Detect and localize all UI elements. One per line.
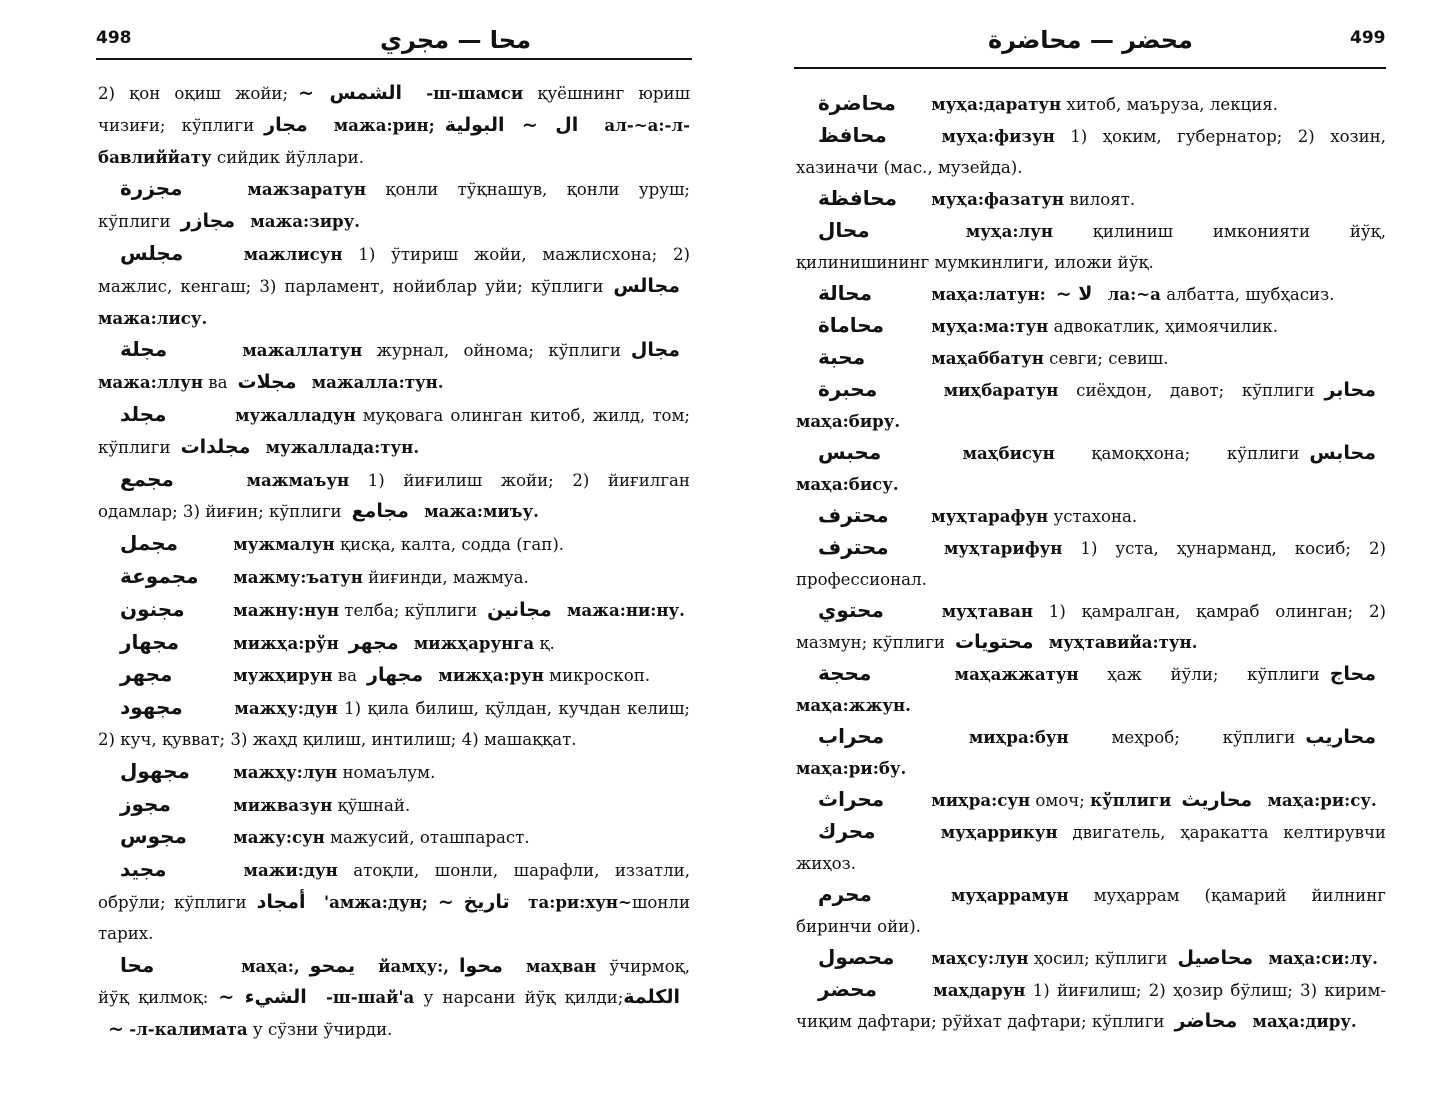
arabic-form: مجهار (367, 664, 424, 687)
transliteration: мажа:лису. (98, 307, 208, 328)
definition-text: микроскоп. (543, 666, 651, 686)
definition-text: у сўзни ўчирди. (247, 1020, 393, 1040)
page-number: 499 (1350, 28, 1386, 48)
entry-headword: مجيد (120, 857, 167, 882)
definition-text: сиёҳдон, давот; кўплиги (1058, 381, 1315, 400)
definition-text: ва (332, 666, 358, 686)
entry-headword: محاضرة (818, 91, 896, 115)
dictionary-entry (98, 528, 690, 561)
transliteration: маҳа:, (241, 955, 300, 976)
arabic-form: ال ~ البولية (444, 113, 579, 136)
arabic-form: مجلات (237, 371, 297, 394)
definition-text: 1) қила билиш, қўлдан, кучдан келиш; 2) куч, қувват; 3) жаҳд қилиш, интилиш; 4) машаққат. (98, 699, 690, 749)
definition-text: муҳаррам (қамарий йилнинг биринчи ойи). (796, 886, 1386, 936)
arabic-form: مجلدات (180, 435, 251, 458)
definition-text: телба; кўплиги (339, 600, 478, 620)
definition-text: адвокатлик, ҳимоячилик. (1048, 317, 1279, 336)
entry-headword: مجوز (120, 791, 171, 816)
entry-headword: محرك (818, 819, 876, 843)
definition-text: номаълум. (337, 762, 436, 782)
definition-text: ўчирмоқ, йўқ қилмоқ: (98, 956, 691, 1008)
transliteration: муҳа:даратун (931, 94, 1062, 114)
transliteration: маҳаббатун (931, 348, 1044, 368)
definition-text: журнал, ойнома; кўплиги (362, 341, 621, 361)
dictionary-entry (98, 464, 690, 529)
header-rule (794, 67, 1386, 69)
entry-headword: محرم (818, 882, 872, 906)
transliteration: -ш-шай'а (325, 987, 415, 1008)
entry-headword: مجهار (120, 629, 180, 654)
arabic-form: محاريث (1181, 789, 1253, 811)
right-page (720, 0, 1440, 1114)
dictionary-entry (98, 756, 690, 789)
arabic-form: لا ~ (1055, 283, 1093, 305)
transliteration: мажа:ни:ну. (567, 599, 685, 620)
arabic-form: محاصيل (1177, 947, 1254, 969)
entry-headword: مجهول (120, 758, 190, 783)
dictionary-entry (796, 658, 1386, 721)
transliteration: муҳаррикун (940, 822, 1058, 842)
transliteration: мажну:нун (233, 599, 340, 620)
arabic-form: مجال (630, 339, 680, 362)
definition-text: устахона. (1048, 507, 1138, 526)
entry-headword: مجلد (120, 401, 167, 426)
transliteration: ал-~а:-л-бавлиййату (98, 114, 690, 167)
transliteration: маҳа:бису. (796, 474, 899, 494)
transliteration: та:ри:хун~ (528, 891, 632, 912)
transliteration: мажму:ъатун (233, 566, 363, 587)
definition-text: 1) ҳоким, губернатор; 2) хозин, хазиначи (мас., музейда). (796, 127, 1387, 177)
dictionary-entry (796, 215, 1386, 278)
dictionary-entry (98, 659, 690, 692)
arabic-form: محوا (458, 954, 503, 977)
arabic-form: محاريب (1305, 726, 1376, 748)
arabic-form: الشمس ~ (298, 82, 403, 104)
transliteration: мижҳа:рун (438, 665, 544, 686)
dictionary-entry (796, 721, 1386, 784)
entry-headword: محافظ (818, 123, 887, 147)
definition-text: меҳроб; кўплиги (1068, 728, 1296, 747)
entry-headword: مجموعة (120, 563, 199, 588)
definition-text: 2) қон оқиш жойи; (98, 84, 289, 103)
transliteration: мажлисун (243, 243, 343, 264)
entry-headword: مجلة (120, 337, 168, 362)
entry-headword: محترف (818, 503, 889, 527)
dictionary-entry (98, 594, 690, 627)
entry-headword: مجمع (120, 466, 174, 491)
dictionary-entry (796, 595, 1386, 658)
transliteration: маҳа:диру. (1252, 1011, 1357, 1031)
transliteration: маҳа:биру. (796, 411, 901, 431)
dictionary-entry (796, 183, 1386, 215)
transliteration: мажмаъун (246, 469, 350, 490)
transliteration: мужалладун (235, 404, 356, 425)
transliteration: мажа:зиру. (250, 211, 361, 232)
definition-text: у нарсани йўқ қилди; (414, 988, 624, 1008)
transliteration: мужҳирун (233, 665, 333, 686)
transliteration: -л-калимата (129, 1019, 248, 1040)
running-head: محا — مجري (380, 26, 531, 54)
entry-list (98, 78, 690, 1046)
arabic-form: أمجاد (256, 890, 306, 913)
entry-headword: محبس (818, 440, 882, 464)
definition-text: йиғинди, мажмуа. (362, 567, 529, 587)
entry-headword: محا (120, 952, 155, 977)
definition-text: вилоят. (1064, 190, 1136, 209)
entry-headword: محراث (818, 787, 885, 811)
dictionary-entry (796, 879, 1386, 942)
definition-text: қуёшнинг юриш чизиғи; кўплиги (98, 84, 690, 135)
dictionary-entry (796, 88, 1386, 120)
definition-text: қонли тўқнашув, қонли уруш; кўплиги (98, 180, 691, 232)
entry-headword: محصول (818, 945, 895, 969)
transliteration: мажу:сун (233, 827, 325, 848)
arabic-form: يمحو (309, 954, 356, 977)
entry-headword: محتوي (818, 598, 884, 622)
dictionary-entry (796, 120, 1386, 183)
definition-text: сийдик йўллари. (211, 147, 365, 167)
definition-text: двигатель, ҳаракатта келтирувчи жиҳоз. (796, 823, 1386, 873)
definition-text: 1) уста, ҳунарманд, косиб; 2) профессионал. (796, 539, 1386, 589)
dictionary-entry (796, 278, 1386, 310)
dictionary-entry (98, 692, 690, 756)
arabic-form: مجامع (351, 500, 409, 523)
transliteration: йамҳу:, (378, 955, 449, 976)
entry-headword: مجنون (120, 596, 185, 621)
transliteration: маҳдарун (933, 980, 1026, 1000)
transliteration: маҳа:жжун. (796, 695, 911, 715)
transliteration: мажҳу:дун (234, 698, 338, 719)
transliteration: кўплиги (1090, 790, 1172, 810)
dictionary-entry (98, 78, 690, 173)
transliteration: маҳбисун (962, 443, 1055, 463)
arabic-form: تاريخ ~ (437, 890, 510, 913)
definition-text: 1) қамралган, қамраб олинган; 2) мазмун; кўплиги (796, 602, 1386, 652)
dictionary-entry (98, 821, 690, 854)
dictionary-entry (796, 374, 1386, 437)
arabic-form: محاضر (1174, 1010, 1238, 1032)
arabic-form: مجازر (180, 210, 236, 233)
entry-headword: محجة (818, 661, 872, 685)
dictionary-entry (98, 627, 690, 660)
transliteration: муҳа:фазатун (931, 189, 1065, 209)
transliteration: мажи:дун (243, 860, 338, 881)
entry-headword: محافظة (818, 186, 898, 210)
transliteration: мажалла:тун. (311, 372, 444, 393)
definition-text: қ. (534, 633, 555, 653)
dictionary-entry (796, 532, 1386, 595)
dictionary-entry (98, 173, 690, 238)
transliteration: мижҳа:рўн (233, 632, 339, 653)
definition-text: қамоқхона; кўплиги (1054, 444, 1300, 463)
transliteration: миҳра:сун (931, 790, 1031, 810)
dictionary-entry (98, 399, 690, 464)
dictionary-entry (98, 561, 690, 594)
entry-headword: محضر (818, 977, 877, 1001)
arabic-form: محابس (1309, 442, 1376, 464)
transliteration: мажаллатун (242, 340, 363, 361)
definition-text: мажусий, оташпараст. (324, 828, 530, 848)
transliteration: мажа:миъу. (424, 501, 539, 522)
entry-headword: محبة (818, 345, 866, 369)
dictionary-entry (796, 974, 1386, 1037)
dictionary-entry (796, 816, 1386, 879)
entry-headword: مجهر (120, 662, 173, 687)
definition-text: атоқли, шонли, шарафли, иззатли, обрўли; кўплиги (98, 861, 690, 912)
transliteration: мужаллада:тун. (265, 436, 420, 457)
arabic-form: محاج (1329, 663, 1376, 685)
entry-headword: محاماة (818, 313, 885, 337)
transliteration: маҳа:ри:бу. (796, 758, 907, 778)
transliteration: муҳтарифун (943, 538, 1063, 558)
transliteration: мажа:рин; (333, 114, 435, 135)
transliteration: миҳра:бун (968, 727, 1069, 747)
arabic-form: محتويات (955, 631, 1034, 653)
entry-headword: محترف (818, 535, 889, 559)
definition-text: албатта, шубҳасиз. (1160, 285, 1335, 304)
dictionary-entry (796, 342, 1386, 374)
definition-text: севги; севиш. (1043, 349, 1169, 368)
running-head: محضر — محاضرة (988, 26, 1193, 54)
dictionary-entry (98, 950, 690, 1046)
arabic-form: مجالس (613, 274, 680, 297)
entry-headword: مجوس (120, 824, 187, 849)
dictionary-entry (796, 310, 1386, 342)
arabic-form: محابر (1324, 379, 1376, 401)
entry-headword: مجمل (120, 531, 179, 556)
definition-text: ҳосил; кўплиги (1028, 949, 1168, 968)
transliteration: муҳа:лун (965, 221, 1053, 241)
transliteration: мажзаратун (247, 179, 367, 200)
arabic-form: مجانين (487, 598, 552, 621)
entry-headword: مجزرة (120, 176, 183, 201)
transliteration: муҳтаван (941, 601, 1034, 621)
dictionary-entry (796, 500, 1386, 532)
definition-text: 1) йиғилиш; 2) ҳозир бўлиш; 3) кирим-чиқим дафтари; рўйхат дафтари; кўплиги (796, 981, 1386, 1031)
transliteration: ла:~а (1107, 284, 1161, 304)
header-rule (96, 58, 692, 60)
entry-headword: محالة (818, 281, 872, 305)
entry-headword: محال (818, 218, 870, 242)
transliteration: маҳа:латун: (931, 284, 1046, 304)
transliteration: 'амжа:дун; (324, 891, 428, 912)
definition-text: шонли тарих. (98, 892, 691, 943)
definition-text: муқовага олинган китоб, жилд, том; кўплиги (98, 405, 690, 457)
entry-headword: مجهود (120, 695, 183, 720)
entry-headword: محراب (818, 724, 885, 748)
definition-text: ва (202, 373, 228, 393)
transliteration: мужмалун (233, 534, 335, 555)
dictionary-entry (98, 854, 690, 949)
transliteration: -ш-шамси (426, 83, 524, 103)
definition-text: хитоб, маъруза, лекция. (1061, 95, 1279, 114)
arabic-form: مجار (264, 113, 308, 136)
definition-text: қилиниш имконияти йўқ, қилинишининг мумкинлиги, иложи йўқ. (796, 222, 1386, 272)
arabic-form: الشيء ~ (218, 986, 307, 1009)
dictionary-entry (796, 437, 1386, 500)
entry-headword: مجلس (120, 240, 184, 265)
arabic-form: الكلمة ~ (108, 986, 680, 1041)
entry-list (796, 88, 1386, 1037)
transliteration: маҳа:ри:су. (1267, 790, 1377, 810)
transliteration: муҳтавийа:тун. (1048, 632, 1198, 652)
definition-text: қисқа, калта, содда (гап). (334, 535, 565, 555)
definition-text: 1) йиғилиш жойи; 2) йиғилган одамлар; 3) йиғин; кўплиги (98, 470, 690, 522)
dictionary-entry (98, 238, 690, 334)
definition-text: ҳаж йўли; кўплиги (1078, 665, 1320, 684)
transliteration: мажҳу:лун (233, 761, 338, 782)
dictionary-entry (796, 784, 1386, 816)
transliteration: мижвазун (233, 794, 333, 815)
transliteration: муҳа:ма:тун (931, 316, 1049, 336)
transliteration: мижҳарунга (413, 632, 535, 653)
transliteration: маҳа:си:лу. (1268, 948, 1378, 968)
transliteration: мажа:ллун (98, 372, 203, 393)
transliteration: миҳбаратун (943, 380, 1059, 400)
page-number: 498 (96, 28, 132, 48)
dictionary-entry (796, 942, 1386, 974)
definition-text: қўшнай. (332, 795, 411, 815)
transliteration: маҳажжатун (954, 664, 1079, 684)
transliteration: муҳа:физун (941, 126, 1055, 146)
arabic-form: مجهر (348, 631, 399, 654)
transliteration: муҳтарафун (931, 506, 1049, 526)
transliteration: муҳаррамун (950, 885, 1069, 905)
transliteration: маҳсу:лун (931, 948, 1029, 968)
definition-text: омоч; (1030, 791, 1091, 810)
dictionary-entry (98, 334, 690, 399)
dictionary-entry (98, 789, 690, 822)
transliteration: маҳван (525, 955, 597, 976)
entry-headword: محبرة (818, 377, 878, 401)
definition-text: 1) ўтириш жойи, мажлисхона; 2) мажлис, кенгаш; 3) парламент, нойиблар уйи; кўплиги (98, 244, 690, 296)
